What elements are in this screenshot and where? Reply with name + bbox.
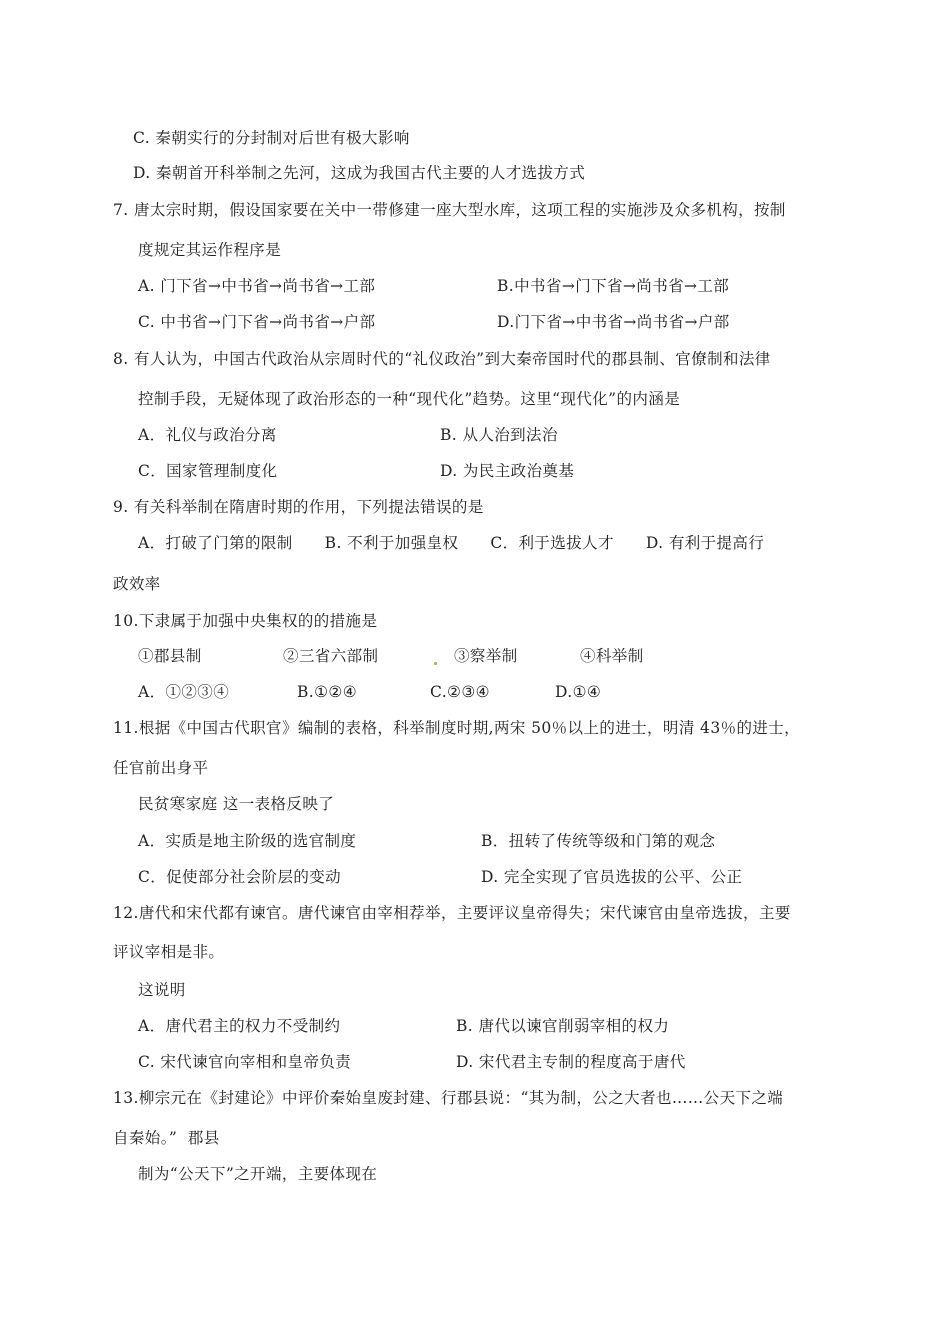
q7-stem-cont: 度规定其运作程序是 [138,241,282,259]
q10-option-b: B.①②④ [297,683,358,701]
q10-item-3: ③察举制 [454,647,518,665]
q9-options-cont: 政效率 [113,575,161,593]
q11-option-a: A．实质是地主阶级的选官制度 [138,832,357,850]
q12-option-c: C. 宋代谏官向宰相和皇帝负责 [138,1053,352,1071]
q13-stem-cont: 自秦始。” 郡县 [113,1129,220,1147]
q9-options: A．打破了门第的限制 B. 不利于加强皇权 C．利于选拔人才 D. 有利于提高行 [138,534,765,552]
q12-stem-cont-2: 这说明 [138,981,186,999]
q8-stem-cont: 控制手段，无疑体现了政治形态的一种“现代化”趋势。这里“现代化”的内涵是 [138,390,681,408]
q6-option-d: D. 秦朝首开科举制之先河，这成为我国古代主要的人才选拔方式 [133,164,586,182]
q10-option-a: A．①②③④ [138,683,230,701]
q7-option-d: D.门下省→中书省→尚书省→户部 [497,313,730,331]
q10-item-4: ④科举制 [580,647,644,665]
q10-option-d: D.①④ [555,683,602,701]
q7-option-a: A. 门下省→中书省→尚书省→工部 [138,277,376,295]
q8-stem: 8. 有人认为，中国古代政治从宗周时代的“礼仪政治”到大秦帝国时代的郡县制、官僚制和法律 [113,350,771,368]
q12-stem-cont: 评议宰相是非。 [113,943,225,961]
q10-option-c: C.②③④ [430,683,490,701]
q11-stem-cont: 任官前出身平 [113,759,209,777]
q8-option-a: A．礼仪与政治分离 [138,426,277,444]
stray-mark [434,662,437,665]
q6-option-c: C. 秦朝实行的分封制对后世有极大影响 [133,129,410,147]
q7-option-c: C. 中书省→门下省→尚书省→户部 [138,313,376,331]
q11-option-c: C．促使部分社会阶层的变动 [138,868,342,886]
q12-stem: 12.唐代和宋代都有谏官。唐代谏官由宰相荐举，主要评议皇帝得失；宋代谏官由皇帝选拔，主要 [113,904,791,922]
q8-option-d: D. 为民主政治奠基 [440,462,575,480]
q7-stem: 7. 唐太宗时期，假设国家要在关中一带修建一座大型水库，这项工程的实施涉及众多机构，按制 [113,201,786,219]
q12-option-d: D. 宋代君主专制的程度高于唐代 [456,1053,686,1071]
q11-option-b: B．扭转了传统等级和门第的观念 [481,832,716,850]
q10-item-1: ①郡县制 [138,647,202,665]
q13-stem: 13.柳宗元在《封建论》中评价秦始皇废封建、行郡县说：“其为制，公之大者也……公天下之端 [113,1089,784,1107]
q11-stem-cont-2: 民贫寒家庭 这一表格反映了 [138,795,335,813]
q10-item-2: ②三省六部制 [283,647,379,665]
q13-stem-cont-2: 制为“公天下”之开端，主要体现在 [138,1165,378,1183]
q8-option-c: C．国家管理制度化 [138,462,278,480]
q12-option-b: B. 唐代以谏官削弱宰相的权力 [456,1017,670,1035]
q12-option-a: A．唐代君主的权力不受制约 [138,1017,341,1035]
q10-stem: 10.下隶属于加强中央集权的的措施是 [113,612,378,630]
q7-option-b: B.中书省→门下省→尚书省→工部 [497,277,730,295]
q9-stem: 9. 有关科举制在隋唐时期的作用，下列提法错误的是 [113,498,484,516]
q11-stem: 11.根据《中国古代职官》编制的表格，科举制度时期,两宋 50％以上的进士，明清 43％的进士， [113,719,801,737]
q11-option-d: D. 完全实现了官员选拔的公平、公正 [481,868,743,886]
q8-option-b: B. 从人治到法治 [440,426,558,444]
